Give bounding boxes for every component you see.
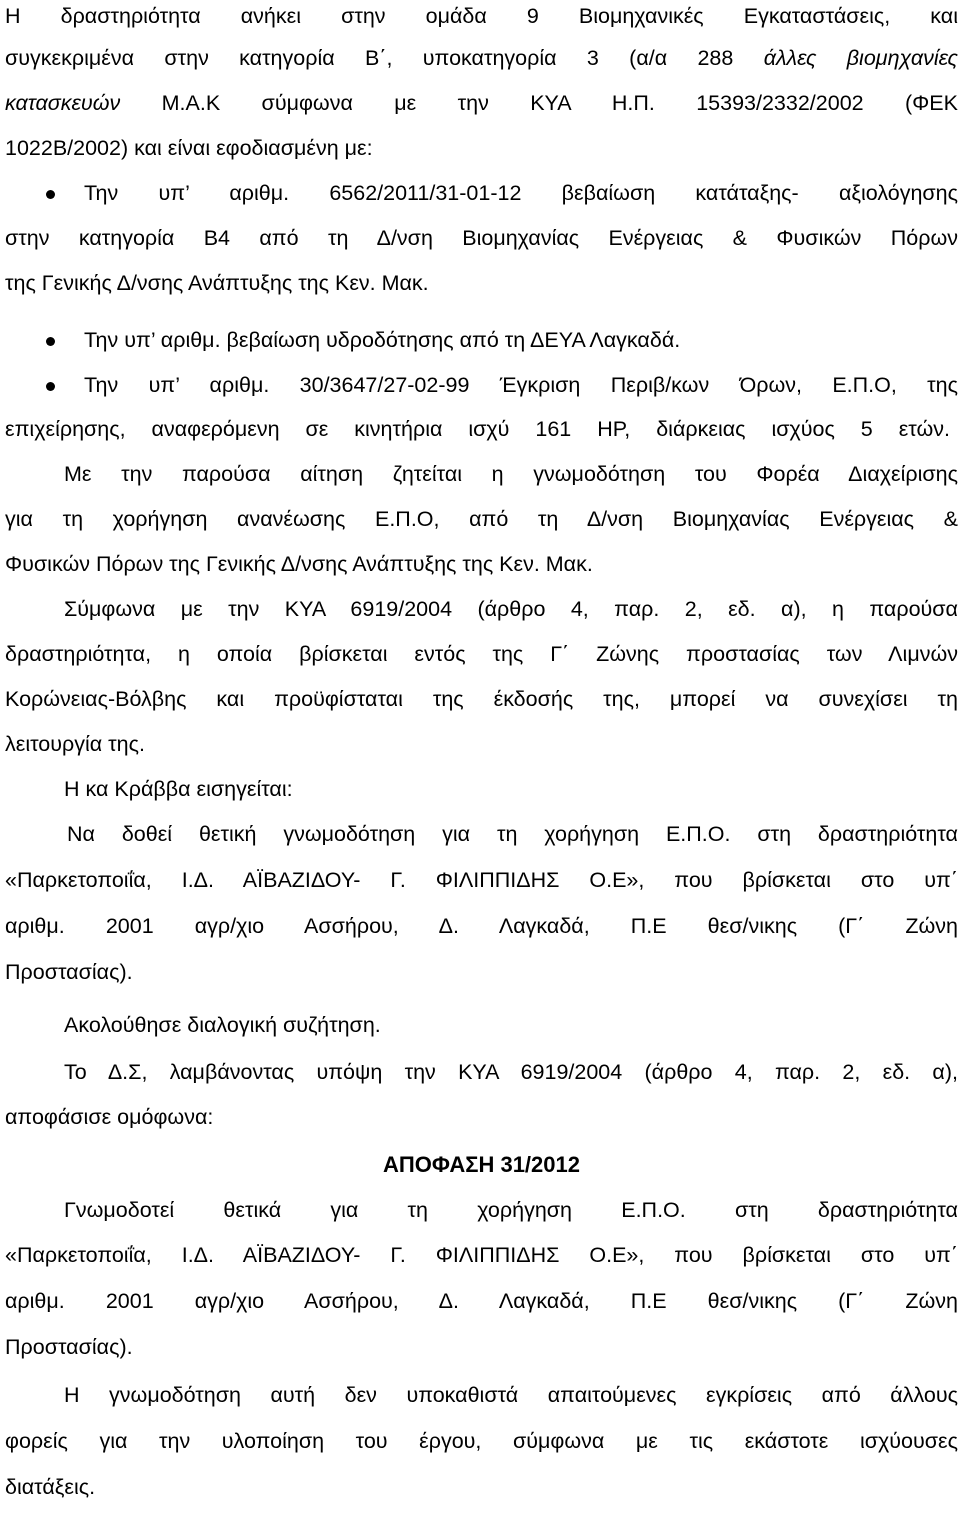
bullet-line: της Γενικής Δ/νσης Ανάπτυξης της Κεν. Μακ. xyxy=(5,271,429,295)
paragraph-line: διατάξεις. xyxy=(5,1475,96,1499)
paragraph-line: φορείς για την υλοποίηση του έργου, σύμφωνα με τις εκάστοτε ισχύουσες xyxy=(5,1429,958,1453)
bullet-line: Την υπ’ αριθμ. βεβαίωση υδροδότησης από τη ΔΕΥΑ Λαγκαδά. xyxy=(84,328,681,352)
bullet-icon xyxy=(46,337,55,346)
paragraph-line: Η κα Κράββα εισηγείται: xyxy=(64,777,293,801)
paragraph-line xyxy=(5,44,958,72)
paragraph-line: Με την παρούσα αίτηση ζητείται η γνωμοδότηση του Φορέα Διαχείρισης xyxy=(64,462,958,486)
bullet-line: Την υπ’ αριθμ. 30/3647/27-02-99 Έγκριση Περιβ/κων Όρων, Ε.Π.Ο, της xyxy=(84,373,958,397)
paragraph-text: συγκεκριμένα στην κατηγορία Β΄, υποκατηγορία 3 (α/α 288 xyxy=(5,46,734,70)
paragraph-text: Μ.Α.Κ σύμφωνα με την ΚΥΑ Η.Π. 15393/2332/2002 (ΦΕΚ xyxy=(120,91,958,115)
paragraph-line: Η γνωμοδότηση αυτή δεν υποκαθιστά απαιτούμενες εγκρίσεις από άλλους xyxy=(64,1383,958,1407)
paragraph-line: Να δοθεί θετική γνωμοδότηση για τη χορήγηση Ε.Π.Ο. στη δραστηριότητα xyxy=(67,822,958,846)
paragraph-line: Προστασίας). xyxy=(5,960,133,984)
bullet-icon xyxy=(46,190,55,199)
bullet-icon xyxy=(46,382,55,391)
paragraph-line: 1022Β/2002) και είναι εφοδιασμένη με: xyxy=(5,136,373,160)
paragraph-line: Φυσικών Πόρων της Γενικής Δ/νσης Ανάπτυξης της Κεν. Μακ. xyxy=(5,552,593,576)
paragraph-line: για τη χορήγηση ανανέωσης Ε.Π.Ο, από τη Δ/νση Βιομηχανίας Ενέργειας & xyxy=(5,507,958,531)
paragraph-line: «Παρκετοποιΐα, Ι.Δ. ΑΪΒΑΖΙΔΟΥ- Γ. ΦΙΛΙΠΠΙΔΗΣ Ο.Ε», που βρίσκεται στο υπ΄ xyxy=(5,868,958,892)
paragraph-line: αριθμ. 2001 αγρ/χιο Ασσήρου, Δ. Λαγκαδά, Π.Ε θεσ/νικης (Γ΄ Ζώνη xyxy=(5,914,958,938)
paragraph-line: Γνωμοδοτεί θετικά για τη χορήγηση Ε.Π.Ο. στη δραστηριότητα xyxy=(64,1198,958,1222)
paragraph-text-italic: κατασκευών xyxy=(5,91,121,115)
paragraph-line: αριθμ. 2001 αγρ/χιο Ασσήρου, Δ. Λαγκαδά, Π.Ε θεσ/νικης (Γ΄ Ζώνη xyxy=(5,1289,958,1313)
bullet-line: Την υπ’ αριθμ. 6562/2011/31-01-12 βεβαίωση κατάταξης- αξιολόγησης xyxy=(84,181,958,205)
bullet-line: επιχείρησης, αναφερόμενη σε κινητήρια ισχύ 161 HP, διάρκειας ισχύος 5 ετών. xyxy=(5,417,950,441)
paragraph-line: Σύμφωνα με την ΚΥΑ 6919/2004 (άρθρο 4, παρ. 2, εδ. α), η παρούσα xyxy=(64,597,958,621)
paragraph-line: «Παρκετοποιΐα, Ι.Δ. ΑΪΒΑΖΙΔΟΥ- Γ. ΦΙΛΙΠΠΙΔΗΣ Ο.Ε», που βρίσκεται στο υπ΄ xyxy=(5,1243,958,1267)
paragraph-line: λειτουργία της. xyxy=(5,732,145,756)
bullet-line: στην κατηγορία Β4 από τη Δ/νση Βιομηχανίας Ενέργειας & Φυσικών Πόρων xyxy=(5,226,958,250)
paragraph-line: Το Δ.Σ, λαμβάνοντας υπόψη την ΚΥΑ 6919/2004 (άρθρο 4, παρ. 2, εδ. α), xyxy=(64,1060,958,1084)
paragraph-line: αποφάσισε ομόφωνα: xyxy=(5,1105,214,1129)
paragraph-line: Η δραστηριότητα ανήκει στην ομάδα 9 Βιομηχανικές Εγκαταστάσεις, και xyxy=(5,4,958,28)
paragraph-line: Κορώνειας-Βόλβης και προϋφίσταται της έκδοσής της, μπορεί να συνεχίσει τη xyxy=(5,687,958,711)
paragraph-line: Προστασίας). xyxy=(5,1335,133,1359)
decision-title: ΑΠΟΦΑΣΗ 31/2012 xyxy=(383,1152,580,1177)
paragraph-text-italic: άλλες βιομηχανίες xyxy=(763,46,958,70)
paragraph-line: δραστηριότητα, η οποία βρίσκεται εντός της Γ΄ Ζώνης προστασίας των Λιμνών xyxy=(5,642,958,666)
paragraph-line: Ακολούθησε διαλογική συζήτηση. xyxy=(64,1013,381,1037)
paragraph-line xyxy=(5,89,958,117)
